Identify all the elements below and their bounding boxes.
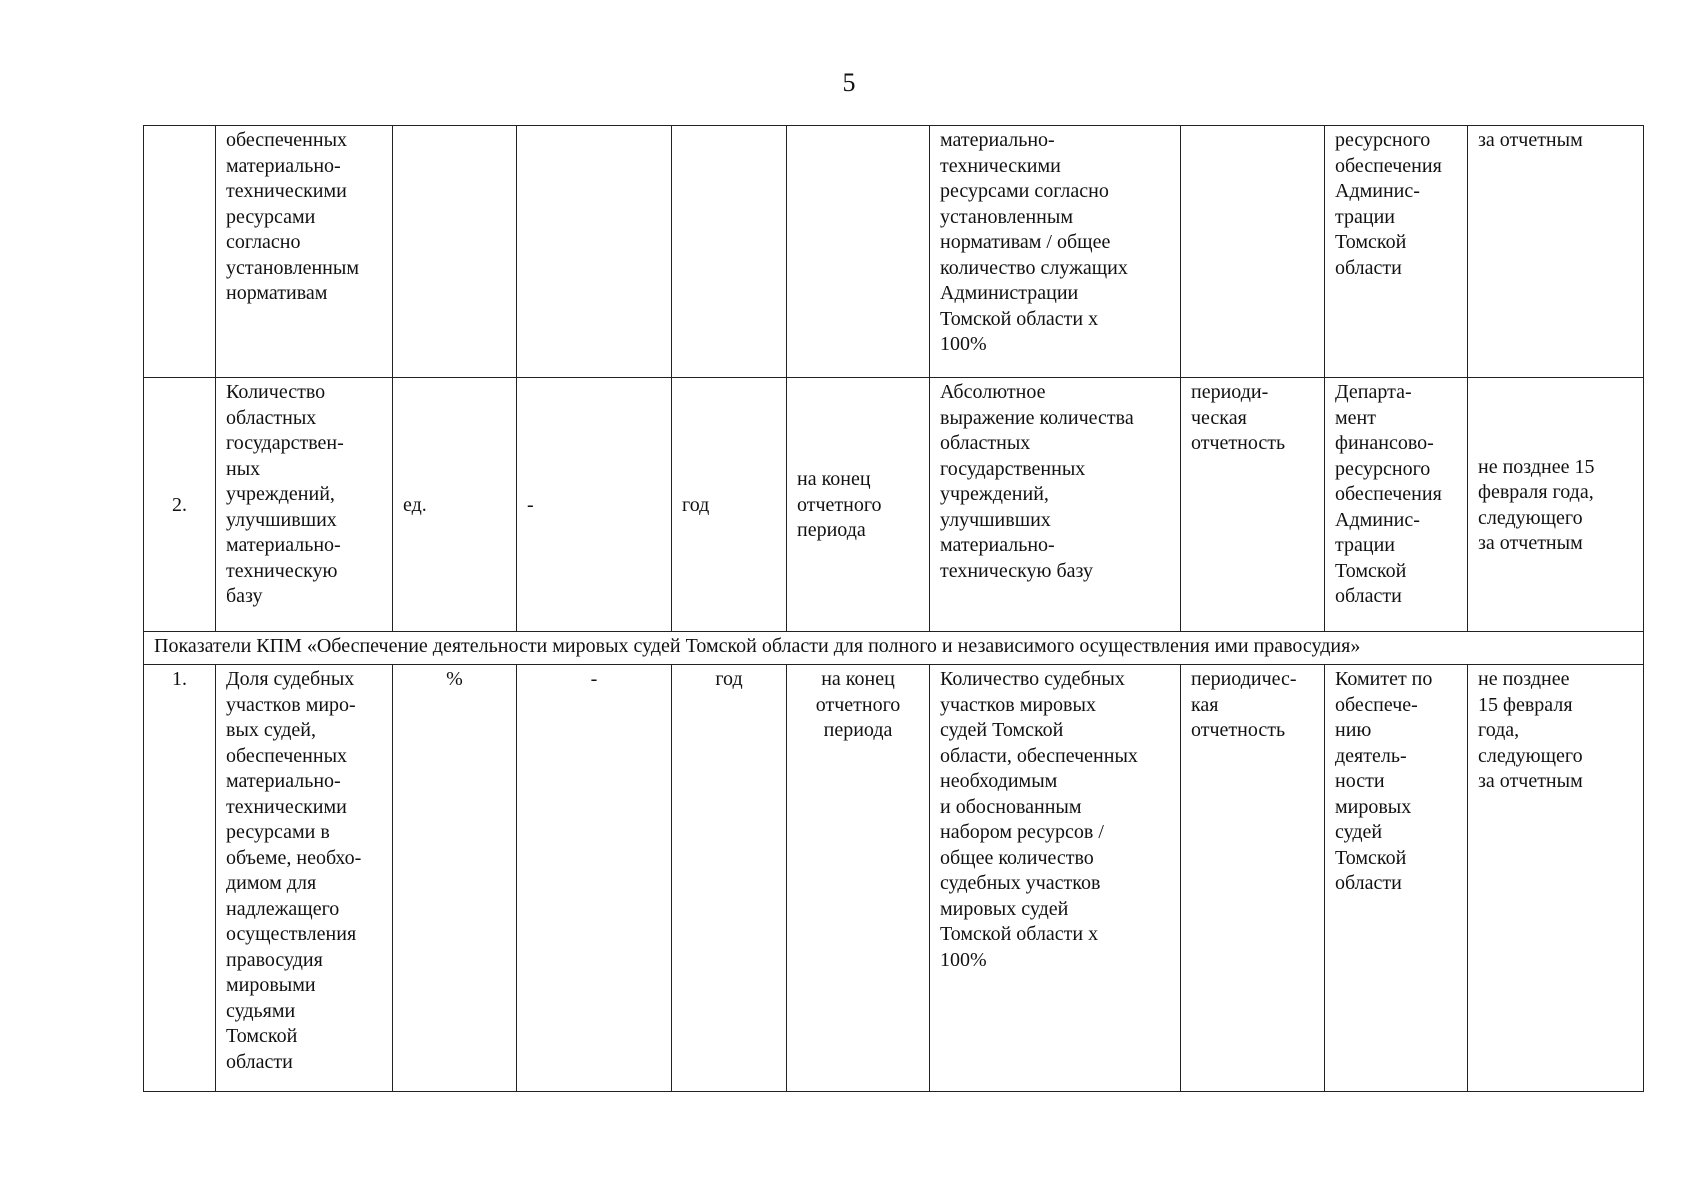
cell-indicator-name: Количество областных государствен- ных учреждений, улучшивших материально- техническую базу <box>216 378 393 632</box>
cell-method: Количество судебных участков мировых судей Томской области, обеспеченных необходимым и обоснованным набором ресурсов / общее количество судебных участков мировых судей Томской области х 100% <box>930 665 1181 1092</box>
cell-deadline: не позднее 15 февраля года, следующего за отчетным <box>1468 665 1644 1092</box>
cell-responsible: ресурсного обеспечения Админис- трации Томской области <box>1325 126 1468 378</box>
cell-period: на конец отчетного периода <box>787 665 930 1092</box>
cell-value <box>517 126 672 378</box>
cell-method: Абсолютное выражение количества областных государственных учреждений, улучшивших материально- техническую базу <box>930 378 1181 632</box>
cell-responsible: Комитет по обеспече- нию деятель- ности мировых судей Томской области <box>1325 665 1468 1092</box>
cell-indicator-name: Доля судебных участков миро- вых судей, обеспеченных материально- техническими ресурсами в объеме, необхо- димом для надлежащего осуществления правосудия мировыми судьями Томской области <box>216 665 393 1092</box>
cell-number <box>144 126 216 378</box>
cell-unit <box>393 126 517 378</box>
cell-period: на конец отчетного периода <box>787 378 930 632</box>
indicators-table <box>143 125 1644 1092</box>
cell-number: 2. <box>144 378 216 632</box>
cell-indicator-name: обеспеченных материально- техническими ресурсами согласно установленным нормативам <box>216 126 393 378</box>
cell-unit: ед. <box>393 378 517 632</box>
section-header: Показатели КПМ «Обеспечение деятельности мировых судей Томской области для полного и независимого осуществления ими правосудия» <box>144 632 1644 665</box>
cell-periodicity <box>672 126 787 378</box>
cell-method: материально- техническими ресурсами согласно установленным нормативам / общее количество служащих Администрации Томской области х 100% <box>930 126 1181 378</box>
cell-value: - <box>517 378 672 632</box>
cell-value: - <box>517 665 672 1092</box>
cell-source: периодичес- кая отчетность <box>1181 665 1325 1092</box>
cell-number: 1. <box>144 665 216 1092</box>
cell-source: периоди- ческая отчетность <box>1181 378 1325 632</box>
page-number: 5 <box>842 68 856 97</box>
cell-responsible: Департа- мент финансово- ресурсного обеспечения Админис- трации Томской области <box>1325 378 1468 632</box>
table-row-kpm-1 <box>144 665 1644 1092</box>
cell-source <box>1181 126 1325 378</box>
cell-unit: % <box>393 665 517 1092</box>
cell-period <box>787 126 930 378</box>
cell-periodicity: год <box>672 665 787 1092</box>
cell-periodicity: год <box>672 378 787 632</box>
section-header-row <box>144 632 1644 665</box>
cell-deadline: за отчетным <box>1468 126 1644 378</box>
table-row-continued <box>144 126 1644 378</box>
cell-deadline: не позднее 15 февраля года, следующего за отчетным <box>1468 378 1644 632</box>
table-row-2 <box>144 378 1644 632</box>
